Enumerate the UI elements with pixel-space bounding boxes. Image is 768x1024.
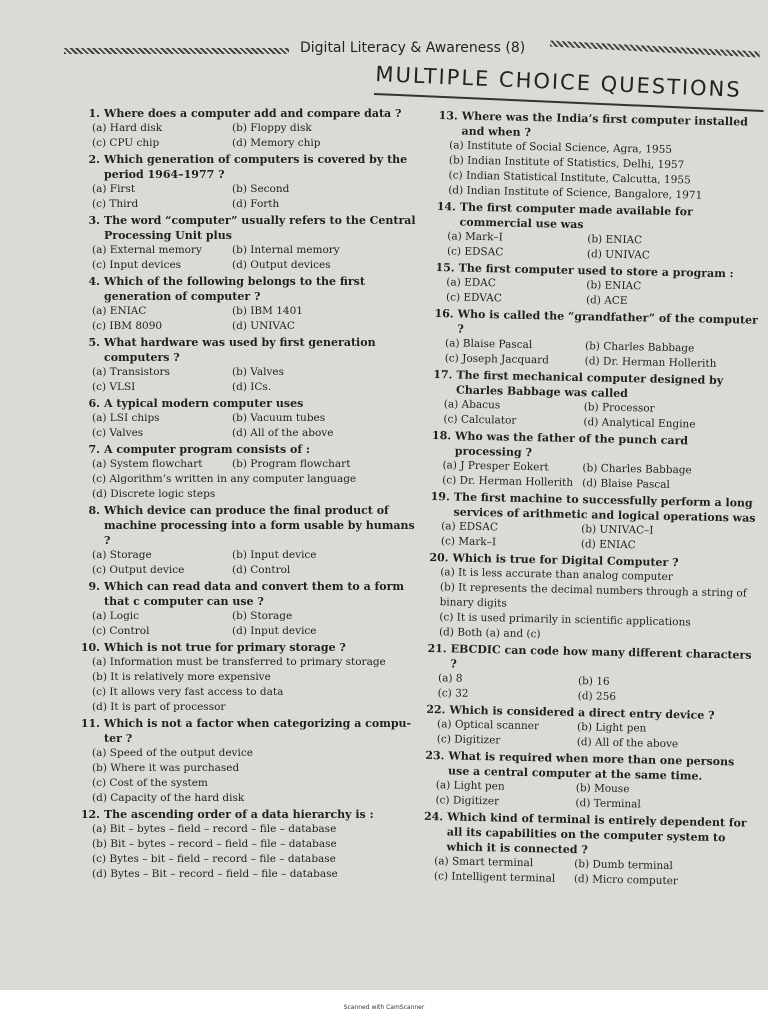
answer-option: (d) Dr. Herman Hollerith: [584, 355, 717, 370]
question-text: What is required when more than one persons use a central computer at the same time.: [447, 749, 735, 783]
answer-option: (c) Control: [92, 625, 150, 637]
answer-option: (b) It represents the decimal numbers through a string of binary digits: [439, 581, 747, 610]
answer-option: (b) Charles Babbage: [582, 462, 692, 477]
answer-options: [78, 365, 418, 395]
question-item: [434, 108, 764, 205]
question-item: [78, 716, 418, 806]
question-text: Which is true for Digital Computer ?: [452, 551, 679, 570]
question-text: Who is called the “grandfather” of the computer ?: [457, 307, 759, 336]
left-question-column: [78, 106, 418, 883]
question-text: Which kind of terminal is entirely dependent for all its capabilities on the computer system to which it is connected ?: [446, 810, 747, 857]
answer-option: (a) Hard disk: [92, 122, 163, 134]
answer-option: (c) Input devices: [92, 259, 182, 271]
answer-options: [78, 746, 418, 806]
answer-option: (d) Micro computer: [573, 873, 679, 888]
answer-option: (b) Dumb terminal: [574, 858, 673, 873]
answer-option: (a) Speed of the output device: [92, 747, 253, 759]
question-stem: [78, 213, 418, 243]
answer-option: (c) Dr. Herman Hollerith: [442, 474, 574, 489]
question-stem: [78, 807, 418, 822]
answer-option: (a) Information must be transferred to primary storage: [92, 656, 386, 668]
question-text: Which can read data and convert them to a form that c computer can use ?: [104, 580, 405, 608]
answer-option: (c) Digitizer: [435, 794, 500, 808]
question-text: Where was the India’s first computer installed and when ?: [461, 109, 749, 139]
answer-option: (b) Internal memory: [232, 244, 340, 256]
answer-option: (b) Indian Institute of Statistics, Delhi, 1957: [448, 154, 685, 172]
question-stem: [78, 335, 418, 365]
answer-option: (d) Discrete logic steps: [92, 488, 216, 500]
question-number: 10.: [80, 641, 100, 654]
question-text: Who was the father of the punch card processing ?: [454, 429, 689, 460]
answer-option: (a) First: [92, 183, 136, 195]
question-number: 15.: [435, 261, 455, 275]
question-stem: [78, 503, 418, 548]
question-item: [78, 106, 418, 151]
question-text: The ascending order of a data hierarchy is :: [104, 808, 374, 821]
question-text: Which is not a factor when categorizing a compu-ter ?: [104, 717, 412, 745]
question-item: [420, 809, 749, 891]
question-number: 7.: [88, 443, 100, 456]
question-stem: [78, 396, 418, 411]
answer-option: (b) Program flowchart: [232, 458, 351, 470]
answer-option: (d) Terminal: [575, 797, 641, 811]
answer-option: (b) Valves: [232, 366, 285, 378]
answer-options: [78, 472, 418, 502]
question-number: 14.: [436, 200, 457, 214]
decorative-border-right: [550, 41, 760, 58]
answer-option: (c) CPU chip: [92, 137, 160, 149]
answer-option: (d) Input device: [232, 625, 317, 637]
answer-option: (d) Bytes – Bit – record – field – file – database: [92, 868, 338, 880]
question-item: [421, 748, 750, 815]
answer-options: [434, 138, 763, 205]
question-item: [423, 702, 752, 754]
answer-option: (b) ENIAC: [586, 279, 642, 293]
question-item: [78, 807, 418, 882]
question-text: The first mechanical computer designed by Charles Babbage was called: [455, 368, 724, 401]
answer-option: (c) Intelligent terminal: [433, 870, 556, 885]
answer-option: (a) Bit – bytes – field – record – file – database: [92, 823, 337, 835]
answer-option: (c) Digitizer: [436, 733, 501, 747]
question-item: [78, 396, 418, 441]
question-item: [429, 367, 758, 434]
question-text: Which device can produce the final product of machine processing into a form usable by humans ?: [104, 504, 415, 547]
question-text: Which generation of computers is covered by the period 1964–1977 ?: [104, 153, 408, 181]
question-number: 8.: [88, 504, 100, 517]
question-item: [428, 428, 757, 495]
answer-option: (b) It is relatively more expensive: [92, 671, 271, 683]
answer-option: (a) J Presper Eokert: [442, 459, 549, 474]
question-stem: [78, 274, 418, 304]
answer-option: (c) It is used primarily in scientific applications: [439, 611, 691, 629]
answer-option: (d) ENIAC: [580, 538, 636, 552]
answer-option: (a) Blaise Pascal: [444, 337, 533, 352]
answer-option: (a) Logic: [92, 610, 140, 622]
answer-option: (d) Control: [232, 564, 291, 576]
answer-option: (a) EDAC: [446, 276, 496, 290]
question-item: [424, 641, 753, 708]
answer-option: (d) 256: [577, 690, 617, 703]
answer-option: (a) Storage: [92, 549, 152, 561]
question-item: [433, 199, 762, 266]
question-text: A computer program consists of :: [104, 443, 310, 456]
answer-option: (b) IBM 1401: [232, 305, 303, 317]
question-item: [431, 306, 760, 373]
answer-options: [78, 411, 418, 441]
answer-option: (c) Indian Statistical Institute, Calcutta, 1955: [448, 169, 691, 187]
question-text: Which is considered a direct entry device ?: [449, 703, 715, 722]
answer-option: (a) External memory: [92, 244, 202, 256]
answer-option: (c) Mark–I: [440, 535, 497, 549]
answer-option: (a) LSI chips: [92, 412, 160, 424]
answer-option: (d) UNIVAC: [586, 248, 651, 262]
answer-options: [78, 182, 418, 212]
question-text: The first computer made available for commercial use was: [459, 200, 693, 232]
question-stem: [78, 106, 418, 121]
answer-option: (b) Input device: [232, 549, 317, 561]
answer-option: (c) Algorithm’s written in any computer language: [92, 473, 357, 485]
question-text: Which is not true for primary storage ?: [104, 641, 346, 654]
decorative-border-left: [64, 48, 289, 54]
answer-option: (b) Storage: [232, 610, 293, 622]
question-number: 16.: [434, 307, 454, 321]
question-stem: [78, 579, 418, 609]
question-text: The first machine to successfully perform a long services of arithmetic and logical operations was: [453, 490, 756, 525]
answer-option: (c) Valves: [92, 427, 144, 439]
answer-options: [78, 304, 418, 334]
answer-option: (d) ICs.: [232, 381, 272, 393]
question-item: [78, 213, 418, 273]
answer-option: (d) It is part of processor: [92, 701, 226, 713]
answer-options: [78, 609, 418, 639]
answer-option: (c) EDVAC: [445, 291, 502, 305]
question-text: What hardware was used by first generation computers ?: [104, 336, 376, 364]
answer-option: (a) Smart terminal: [434, 855, 534, 870]
question-stem: [78, 152, 418, 182]
answer-options: [420, 854, 749, 891]
question-number: 9.: [88, 580, 100, 593]
question-number: 5.: [88, 336, 100, 349]
answer-option: (b) Second: [232, 183, 290, 195]
question-text: Which of the following belongs to the first generation of computer ?: [104, 275, 365, 303]
answer-options: [78, 548, 418, 578]
answer-options: [78, 121, 418, 151]
section-title: MULTIPLE CHOICE QUESTIONS: [374, 62, 743, 102]
answer-option: (b) Processor: [583, 401, 655, 415]
answer-option: (d) Both (a) and (c): [438, 626, 541, 641]
answer-option: (b) Charles Babbage: [584, 340, 695, 355]
question-stem: [78, 442, 418, 457]
answer-option: (c) Third: [92, 198, 139, 210]
answer-option: (a) Abacus: [443, 398, 501, 412]
question-stem: [78, 716, 418, 746]
question-item: [78, 503, 418, 578]
answer-option: (c) It allows very fast access to data: [92, 686, 284, 698]
answer-option: (b) Where it was purchased: [92, 762, 240, 774]
answer-option: (d) Indian Institute of Science, Bangalore, 1971: [448, 184, 703, 202]
answer-option: (b) Floppy disk: [232, 122, 312, 134]
question-number: 17.: [433, 368, 453, 382]
answer-option: (c) Cost of the system: [92, 777, 208, 789]
question-number: 2.: [88, 153, 100, 166]
question-item: [78, 152, 418, 212]
answer-option: (d) Forth: [232, 198, 280, 210]
question-number: 3.: [88, 214, 100, 227]
question-stem: [78, 640, 418, 655]
answer-option: (c) Output device: [92, 564, 185, 576]
answer-option: (b) Light pen: [576, 721, 647, 735]
question-item: [425, 550, 755, 647]
question-item: [432, 260, 761, 312]
answer-option: (a) Transistors: [92, 366, 170, 378]
answer-option: (c) 32: [437, 687, 469, 700]
question-number: 20.: [429, 550, 449, 565]
answer-option: (b) Vacuum tubes: [232, 412, 326, 424]
question-number: 22.: [426, 702, 446, 717]
answer-option: (a) 8: [437, 672, 463, 685]
running-header: [64, 40, 764, 60]
answer-option: (a) Institute of Social Science, Agra, 1955: [449, 139, 673, 156]
question-number: 21.: [427, 641, 447, 656]
right-question-column: [420, 108, 764, 892]
answer-option: (b) UNIVAC–I: [581, 523, 654, 537]
answer-option: (c) VLSI: [92, 381, 136, 393]
question-item: [78, 579, 418, 639]
question-number: 12.: [80, 808, 100, 821]
question-number: 23.: [425, 748, 445, 763]
answer-option: (b) 16: [577, 675, 610, 688]
answer-options: [78, 457, 418, 472]
answer-option: (b) Mouse: [575, 782, 630, 796]
answer-options: [78, 822, 418, 882]
answer-option: (a) Light pen: [435, 779, 505, 793]
answer-option: (c) Calculator: [443, 413, 517, 427]
answer-option: (a) System flowchart: [92, 458, 203, 470]
answer-options: [78, 655, 418, 715]
answer-option: (b) Bit – bytes – record – field – file – database: [92, 838, 337, 850]
answer-option: (d) Blaise Pascal: [582, 477, 670, 491]
question-text: The word “computer” usually refers to the Central Processing Unit plus: [104, 214, 416, 242]
answer-options: [425, 565, 754, 647]
answer-option: (c) EDSAC: [446, 245, 504, 259]
question-text: The first computer used to store a program :: [458, 261, 734, 281]
question-text: Where does a computer add and compare data ?: [104, 107, 402, 120]
question-number: 13.: [438, 109, 458, 123]
question-item: [427, 489, 756, 556]
question-item: [78, 640, 418, 715]
answer-option: (d) All of the above: [232, 427, 334, 439]
question-number: 11.: [80, 717, 100, 730]
answer-option: (c) Joseph Jacquard: [444, 352, 550, 367]
answer-option: (d) All of the above: [576, 736, 679, 751]
question-number: 4.: [88, 275, 100, 288]
scanner-watermark: Scanned with CamScanner: [343, 1004, 425, 1011]
answer-option: (d) Memory chip: [232, 137, 321, 149]
answer-option: (a) Mark–I: [447, 230, 504, 244]
answer-option: (a) Optical scanner: [436, 718, 540, 733]
answer-options: [78, 243, 418, 273]
answer-option: (d) Output devices: [232, 259, 331, 271]
question-number: 6.: [88, 397, 100, 410]
question-number: 19.: [430, 489, 450, 504]
answer-option: (d) UNIVAC: [232, 320, 295, 332]
question-item: [78, 442, 418, 502]
question-text: A typical modern computer uses: [104, 397, 304, 410]
question-number: 24.: [423, 809, 444, 824]
question-number: 1.: [88, 107, 100, 120]
answer-option: (d) ACE: [585, 294, 628, 308]
question-number: 18.: [431, 428, 452, 443]
answer-option: (a) It is less accurate than analog computer: [440, 566, 673, 584]
answer-option: (c) IBM 8090: [92, 320, 163, 332]
question-stem: [420, 809, 749, 861]
answer-option: (a) ENIAC: [92, 305, 147, 317]
running-title: Digital Literacy & Awareness (8): [300, 40, 526, 56]
answer-option: (b) ENIAC: [587, 233, 643, 247]
answer-option: (d) Capacity of the hard disk: [92, 792, 245, 804]
question-text: EBCDIC can code how many different characters ?: [450, 642, 752, 671]
answer-option: (a) EDSAC: [441, 520, 499, 534]
question-item: [78, 274, 418, 334]
question-item: [78, 335, 418, 395]
answer-option: (d) Analytical Engine: [583, 416, 696, 431]
answer-option: (c) Bytes – bit – field – record – file – database: [92, 853, 336, 865]
